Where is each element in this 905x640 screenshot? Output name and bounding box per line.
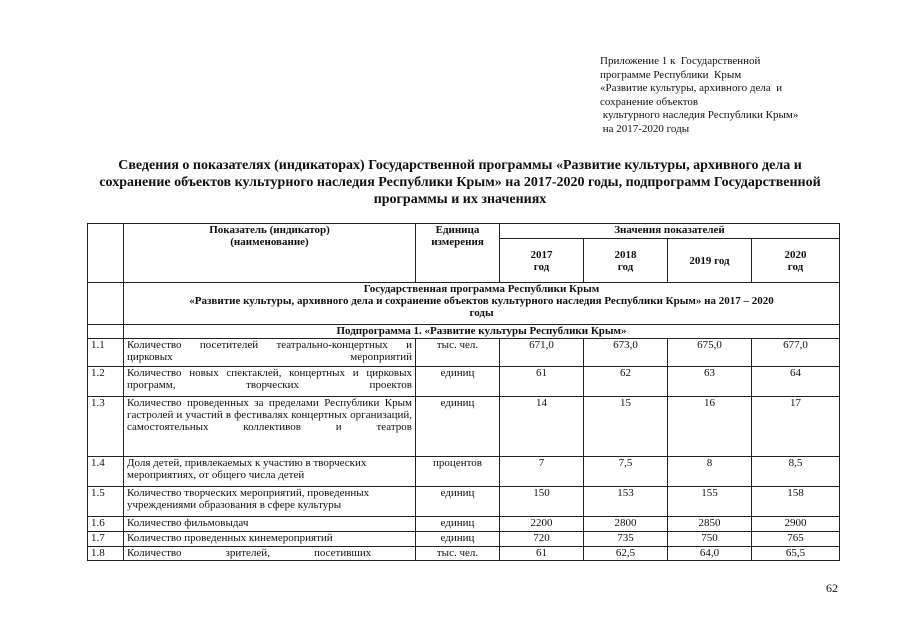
table-row bbox=[88, 397, 840, 457]
table-row bbox=[88, 457, 840, 487]
title-line: сохранение объектов культурного наследия Республики Крым» на 2017-2020 годы, подпрограмм Государственной bbox=[99, 175, 821, 190]
appendix-line: сохранение объектов bbox=[600, 95, 699, 108]
program-line: Государственная программа Республики Крым bbox=[363, 283, 600, 295]
row-value-2019: 63 bbox=[668, 367, 752, 397]
title-line: программы и их значениях bbox=[373, 192, 547, 207]
subprogram-row bbox=[88, 325, 840, 339]
year-line: 2018 bbox=[614, 248, 637, 261]
appendix-note bbox=[600, 55, 860, 137]
indicator-table bbox=[87, 223, 840, 561]
row-indicator: Количество проведенных кинемероприятий bbox=[124, 532, 416, 547]
row-value-2018: 62,5 bbox=[584, 547, 668, 561]
header-year-2017 bbox=[500, 239, 584, 283]
appendix-line: Приложение 1 к Государственной bbox=[600, 55, 761, 67]
header-indicator-line: (наименование) bbox=[230, 236, 309, 248]
row-unit: тыс. чел. bbox=[416, 339, 500, 367]
header-unit bbox=[416, 224, 500, 283]
row-value-2017: 720 bbox=[500, 532, 584, 547]
row-unit: единиц bbox=[416, 367, 500, 397]
year-line: год bbox=[533, 260, 550, 273]
table-row bbox=[88, 547, 840, 561]
header-values: Значения показателей bbox=[500, 224, 840, 239]
row-value-2017: 61 bbox=[500, 547, 584, 561]
appendix-line: на 2017-2020 годы bbox=[600, 122, 690, 135]
header-year-2019 bbox=[668, 239, 752, 283]
year-line: год bbox=[617, 260, 634, 273]
table-row bbox=[88, 532, 840, 547]
row-value-2020: 677,0 bbox=[752, 339, 840, 367]
page-number: 62 bbox=[826, 581, 838, 595]
appendix-line: культурного наследия Республики Крым» bbox=[600, 109, 799, 122]
table-row bbox=[88, 517, 840, 532]
year-line: год bbox=[787, 260, 804, 273]
row-code: 1.8 bbox=[88, 547, 124, 561]
row-indicator: Количество фильмовыдач bbox=[124, 517, 416, 532]
row-value-2020: 64 bbox=[752, 367, 840, 397]
row-value-2018: 153 bbox=[584, 487, 668, 517]
table-row bbox=[88, 487, 840, 517]
row-indicator: Доля детей, привлекаемых к участию в творческих мероприятиях, от общего числа детей bbox=[124, 457, 416, 487]
row-indicator: Количество новых спектаклей, концертных и цирковых программ, творческих проектов bbox=[124, 367, 416, 397]
row-value-2018: 673,0 bbox=[584, 339, 668, 367]
year-line: 2020 bbox=[784, 248, 807, 261]
year-line: 2019 год bbox=[689, 254, 730, 267]
program-line: «Развитие культуры, архивного дела и сохранение объектов культурного наследия Республики Крым» на 2017 – 2020 bbox=[189, 295, 774, 307]
row-value-2019: 64,0 bbox=[668, 547, 752, 561]
row-value-2019: 675,0 bbox=[668, 339, 752, 367]
header-indicator-line: Показатель (индикатор) bbox=[209, 224, 330, 236]
row-value-2018: 2800 bbox=[584, 517, 668, 532]
row-value-2019: 2850 bbox=[668, 517, 752, 532]
row-value-2020: 158 bbox=[752, 487, 840, 517]
row-code: 1.7 bbox=[88, 532, 124, 547]
row-indicator: Количество зрителей, посетивших bbox=[124, 547, 416, 561]
row-unit: единиц bbox=[416, 517, 500, 532]
table-row bbox=[88, 339, 840, 367]
header-row bbox=[88, 224, 840, 239]
appendix-line: программе Республики Крым bbox=[600, 68, 742, 81]
row-value-2017: 2200 bbox=[500, 517, 584, 532]
row-value-2017: 671,0 bbox=[500, 339, 584, 367]
subprogram-code-cell bbox=[88, 325, 124, 339]
row-unit: единиц bbox=[416, 532, 500, 547]
row-value-2020: 65,5 bbox=[752, 547, 840, 561]
row-indicator: Количество проведенных за пределами Республики Крым гастролей и участий в фестивалях концертных организаций, самостоятельных коллективов и театров bbox=[124, 397, 416, 457]
row-value-2020: 8,5 bbox=[752, 457, 840, 487]
row-code: 1.5 bbox=[88, 487, 124, 517]
program-code-cell bbox=[88, 283, 124, 325]
row-value-2020: 17 bbox=[752, 397, 840, 457]
header-unit-line: Единица bbox=[435, 224, 480, 236]
program-heading bbox=[124, 283, 840, 325]
row-indicator: Количество посетителей театрально-концертных и цирковых мероприятий bbox=[124, 339, 416, 367]
row-indicator: Количество творческих мероприятий, проведенных учреждениями образования в сфере культуры bbox=[124, 487, 416, 517]
year-line: 2017 bbox=[530, 248, 553, 261]
row-value-2018: 735 bbox=[584, 532, 668, 547]
subprogram-heading: Подпрограмма 1. «Развитие культуры Республики Крым» bbox=[124, 325, 840, 339]
row-value-2020: 2900 bbox=[752, 517, 840, 532]
table-row bbox=[88, 367, 840, 397]
row-unit: тыс. чел. bbox=[416, 547, 500, 561]
row-value-2019: 750 bbox=[668, 532, 752, 547]
row-value-2018: 62 bbox=[584, 367, 668, 397]
row-code: 1.1 bbox=[88, 339, 124, 367]
row-value-2019: 155 bbox=[668, 487, 752, 517]
header-year-2020 bbox=[752, 239, 840, 283]
header-code-cell bbox=[88, 224, 124, 283]
appendix-line: «Развитие культуры, архивного дела и bbox=[600, 82, 783, 95]
row-value-2019: 8 bbox=[668, 457, 752, 487]
row-code: 1.3 bbox=[88, 397, 124, 457]
row-value-2017: 7 bbox=[500, 457, 584, 487]
title-line: Сведения о показателях (индикаторах) Государственной программы «Развитие культуры, архивного дела и bbox=[118, 158, 802, 173]
row-code: 1.2 bbox=[88, 367, 124, 397]
row-value-2019: 16 bbox=[668, 397, 752, 457]
document-title bbox=[60, 157, 860, 208]
header-year-2018 bbox=[584, 239, 668, 283]
program-line: годы bbox=[469, 307, 494, 319]
row-value-2017: 61 bbox=[500, 367, 584, 397]
row-value-2017: 150 bbox=[500, 487, 584, 517]
row-value-2018: 7,5 bbox=[584, 457, 668, 487]
program-row bbox=[88, 283, 840, 325]
row-code: 1.4 bbox=[88, 457, 124, 487]
row-value-2020: 765 bbox=[752, 532, 840, 547]
row-unit: единиц bbox=[416, 397, 500, 457]
row-code: 1.6 bbox=[88, 517, 124, 532]
row-value-2017: 14 bbox=[500, 397, 584, 457]
row-unit: процентов bbox=[416, 457, 500, 487]
row-unit: единиц bbox=[416, 487, 500, 517]
row-value-2018: 15 bbox=[584, 397, 668, 457]
header-unit-line: измерения bbox=[431, 236, 484, 248]
header-indicator bbox=[124, 224, 416, 283]
